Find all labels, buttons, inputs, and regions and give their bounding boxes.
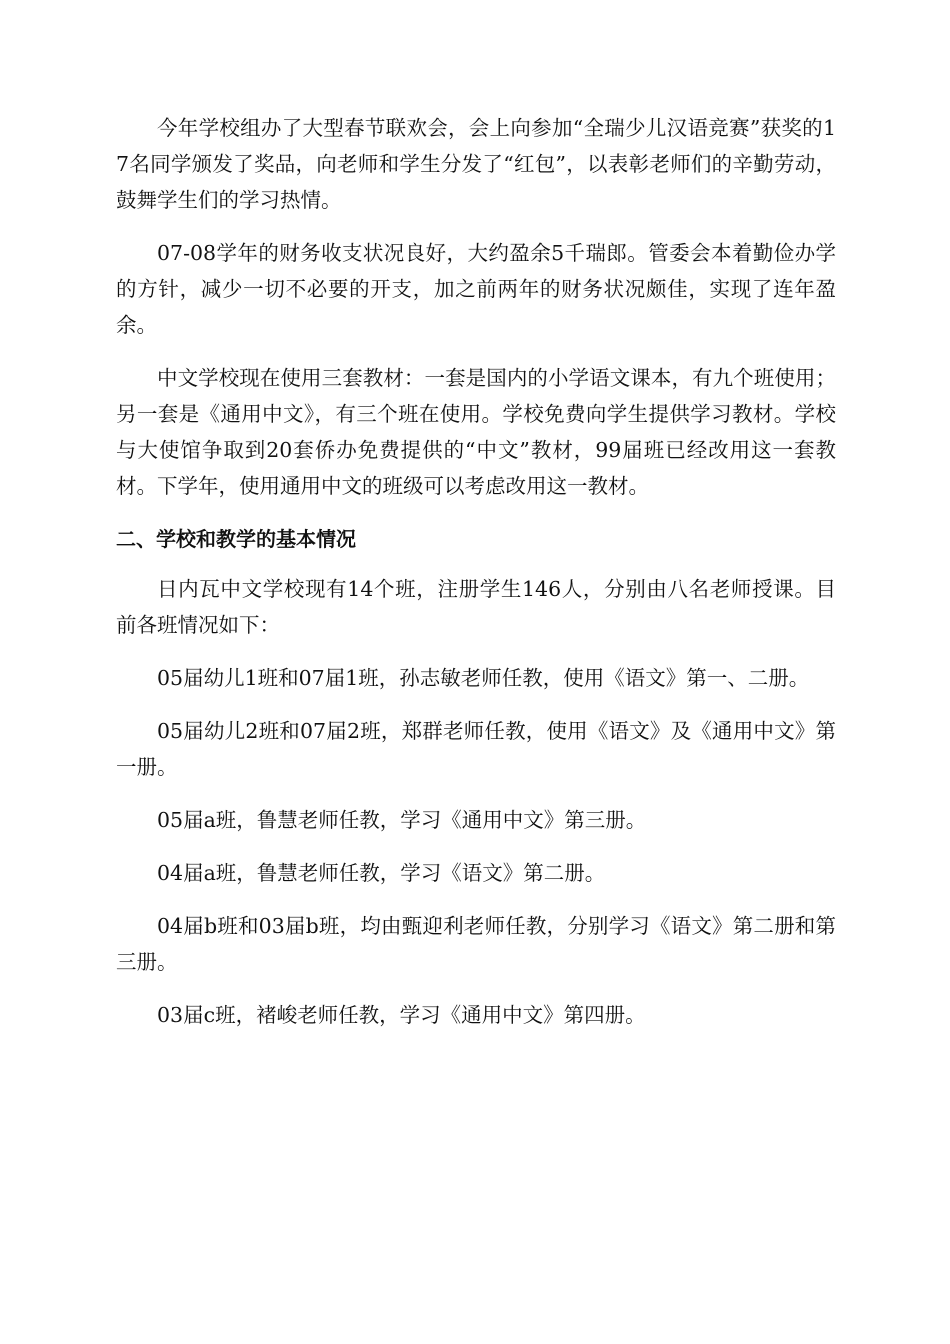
document-page: [116, 110, 836, 1050]
paragraph-class-item: 03届c班，褚峻老师任教，学习《通用中文》第四册。: [157, 1003, 646, 1027]
paragraph-class-item: 05届a班，鲁慧老师任教，学习《通用中文》第三册。: [157, 808, 647, 832]
paragraph-finance: 07-08学年的财务收支状况良好，大约盈余5千瑞郎。管委会本着勤俭办学的方针，减少一切不必要的开支，加之前两年的财务状况颇佳，实现了连年盈余。: [116, 241, 836, 337]
paragraph-spring-festival: 今年学校组办了大型春节联欢会，会上向参加“全瑞少儿汉语竞赛”获奖的17名同学颁发了奖品，向老师和学生分发了“红包”，以表彰老师们的辛勤劳动，鼓舞学生们的学习热情。: [116, 116, 836, 212]
paragraph-class-item: 04届a班，鲁慧老师任教，学习《语文》第二册。: [157, 861, 606, 885]
paragraph-textbooks: 中文学校现在使用三套教材：一套是国内的小学语文课本，有九个班使用；另一套是《通用中文》，有三个班在使用。学校免费向学生提供学习教材。学校与大使馆争取到20套侨办免费提供的“中文”教材，99届班已经改用这一套教材。下学年，使用通用中文的班级可以考虑改用这一教材。: [116, 366, 836, 498]
paragraph-class-item: 05届幼儿2班和07届2班，郑群老师任教，使用《语文》及《通用中文》第一册。: [116, 719, 836, 779]
paragraph-class-item: 05届幼儿1班和07届1班，孙志敏老师任教，使用《语文》第一、二册。: [157, 666, 810, 690]
paragraph-class-overview: 日内瓦中文学校现有14个班，注册学生146人，分别由八名老师授课。目前各班情况如下：: [116, 577, 836, 637]
section-heading: 二、学校和教学的基本情况: [116, 527, 356, 551]
paragraph-class-item: 04届b班和03届b班，均由甄迎利老师任教，分别学习《语文》第二册和第三册。: [116, 914, 836, 974]
